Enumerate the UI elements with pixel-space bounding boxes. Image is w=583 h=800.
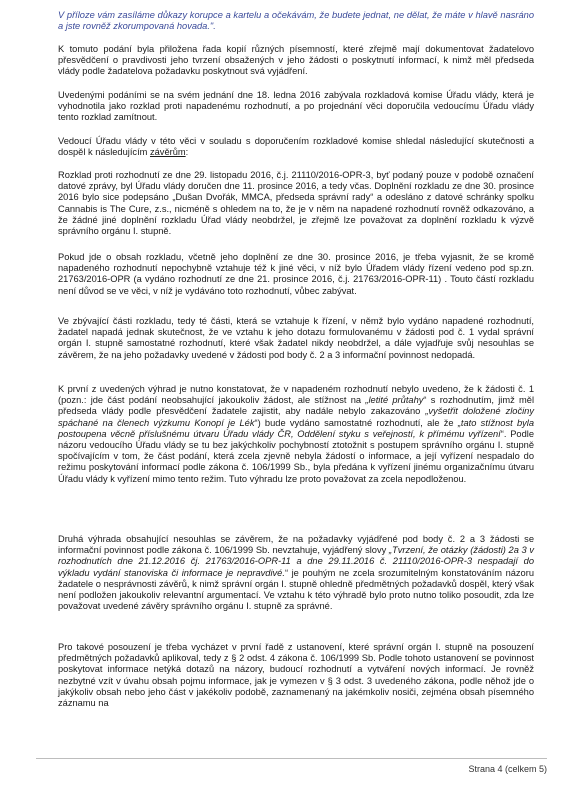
paragraph-text: Vedoucí Úřadu vlády v této věci v souladu s doporučením rozkladové komise shledal následující skutečnosti a dospěl k následujícím [58,136,534,158]
paragraph-text: Rozklad proti rozhodnutí ze dne 29. listopadu 2016, č.j. 21110/2016-OPR-3, byť podaný pouze v podobě označení datové zprávy, byl Úřadu vlády doručen dne 11. prosince 2016, a tedy včas. Doplnění rozkladu ze dne 30. prosince 2016 bylo sice podepsáno „Dušan Dvořák, MMCA, předseda správní rady“ a odesláno z datové schránky spolku Cannabis is The Cure, z.s., nicméně s ohledem na to, že je v něm na napadené rozhodnutí rovněž odkazováno, a že žádné jiné doplnění rozkladu Úřad vlády neobdržel, je zřejmě lze považovat za doplnění rozkladu k výzvě správního orgánu I. stupně. [58,170,534,237]
paragraph-scope [58,252,534,297]
paragraph-assessment [58,642,534,709]
underlined-term: závěrům [149,147,186,158]
paragraph-text: Druhá výhrada obsahující nesouhlas se závěrem, že na požadavky vyjádřené pod body č. 2 a 3 žádosti se informační povinnost podle zákona č. 106/1999 Sb. nevztahuje, vyjádřený slovy [58,534,534,556]
footer-divider [36,758,547,759]
paragraph-second-objection [58,534,534,612]
paragraph-text: Ve zbývající části rozkladu, tedy té části, která se vztahuje k řízení, v němž bylo vydáno napadené rozhodnutí, žadatel napadá jednak skutečnost, že ve vztahu k jeho dotazu formulovanému v žádosti pod č. 1 vydal správní orgán I. stupně samostatné rozhodnutí, které však žadatel nikdy neobdržel, a dále vyjadřuje svůj nesouhlas se závěrem, že na jeho požadavky uvedené v žádosti pod body č. 2 a 3 informační povinnost nedopadá. [58,316,534,360]
paragraph-text: : [185,147,189,158]
paragraph-text: Pokud jde o obsah rozkladu, včetně jeho doplnění ze dne 30. prosince 2016, je třeba vyjasnit, že se kromě napadeného rozhodnutí nepochybně vztahuje též k jiné věci, v níž bylo Úřadem vlády řízení vedeno pod sp.zn. 21763/2016-OPR (a vydáno rozhodnutí ze dne 21. prosince 2016, č.j. 21763/2016-OPR-11) . Touto částí rozkladu není důvod se ve věci, v níž je vydáváno toto rozhodnutí, vůbec zabývat. [58,252,534,296]
paragraph-text: Pro takové posouzení je třeba vycházet v první řadě z ustanovení, které správní orgán I. stupně na posouzení předmětných požadavků aplikoval, tedy z § 2 odst. 4 zákona č. 106/1999 Sb. Podle tohoto ustanovení se povinnost poskytovat informace netýká dotazů na názory, budoucí rozhodnutí a vytváření nových informací. Je rovněž nezbytné vzít v úvahu obsah pojmu informace, jak je vymezen v § 3 odst. 3 uvedeného zákona, podle něhož jde o jakýkoliv obsah nebo jeho část v jakékoliv podobě, zaznamenaný na jakémkoliv nosiči, zejména obsah písemného záznamu na [58,642,534,709]
paragraph-text: K první z uvedených výhrad je nutno konstatovat, že v napadeném rozhodnutí nebylo uvedeno, že k žádosti č. 1 (pozn.: jde část podání neobsahující jakoukoliv žádost, ale stížnost na [58,384,534,406]
paragraph-first-objection [58,384,534,485]
paragraph-text: “ je pouhým ne zcela srozumitelným konstatováním názoru žadatele o nesprávnosti závěrů, k nimž správní orgán I. stupně ohledně předmětných požadavků dospěl, který však není podložen jakoukoliv relevantní argumentací. Ve vztahu k této výhradě bylo proto nutno toliko posoudit, zda lze považovat uvedené závěry správního orgánu I. stupně za správné. [58,567,534,612]
paragraph-commission [58,90,534,124]
quoted-text: „tato stížnost byla postoupena věcně příslušnému útvaru Úřadu vlády ČR, Oddělení styku s veřejností, k přímému vyřízení [58,417,534,439]
paragraph-text: “ s rozhodnutím, jimž měl předseda vlády podle přesvědčení žadatele zajistit, aby nadále nebylo zakazováno [58,395,535,417]
paragraph-remaining-objections [58,316,534,361]
quoted-text: „letité průtahy [365,395,424,406]
paragraph-text: “) bude vydáno samostatné rozhodnutí, ale že [254,417,458,428]
paragraph-text: V příloze vám zasíláme důkazy korupce a kartelu a očekávám, že budete jednat, ne dělat, že máte v hlavě nasráno a jste rovněž zkorumpovaná hovada.". [58,10,534,32]
quoted-text: „Tvrzení, že otázky (žádosti) 2a 3 v rozhodnutích dne 21.12.2016 čj. 21763/2016-OPR-11 a dne 29.11.2016 č. 21110/2016-OPR-3 nespadají do výkladu vydání stanoviska či informace je nepravdivé. [58,545,534,578]
paragraph-attachments [58,44,534,78]
paragraph-timeliness [58,170,534,237]
page-number: Strana 4 (celkem 5) [468,764,547,774]
quoted-text: „vyšetřit doložené zločiny spáchané na členech výzkumu Konopí je Lék [58,406,534,428]
paragraph-findings-intro [58,136,534,158]
paragraph-text: Uvedenými podáními se na svém jednání dne 18. ledna 2016 zabývala rozkladová komise Úřadu vlády, která je vyhodnotila jako rozklad proti napadenému rozhodnutí, a po projednání věci doporučila vedoucímu Úřadu vlády tento rozklad zamítnout. [58,90,534,123]
quoted-complaint-end [58,10,534,32]
paragraph-text: K tomuto podání byla přiložena řada kopií různých písemností, které zřejmě mají dokumentovat žadatelovo přesvědčení o pravdivosti jeho tvrzení obsažených v jeho žádosti o poskytnutí informací, k nimž měl předseda vlády podle žadatelova požadavku poskytnout svá vyjádření. [58,44,534,77]
paragraph-text: “. Podle názoru vedoucího Úřadu vlády se tu bez jakýchkoliv pochybností ztotožnit s postupem správního orgánu I. stupně spočívajícím v tom, že část podání, která zcela zjevně nebyla žádostí o informace, a její vyřízení nespadalo do režimu poskytování informací podle zákona č. 106/1999 Sb., byla předána k vyřízení jinému organizačnímu útvaru Úřadu vlády k vyřízení mimo tento režim. Tuto výhradu lze proto považovat za zcela nepodloženou. [58,428,534,484]
